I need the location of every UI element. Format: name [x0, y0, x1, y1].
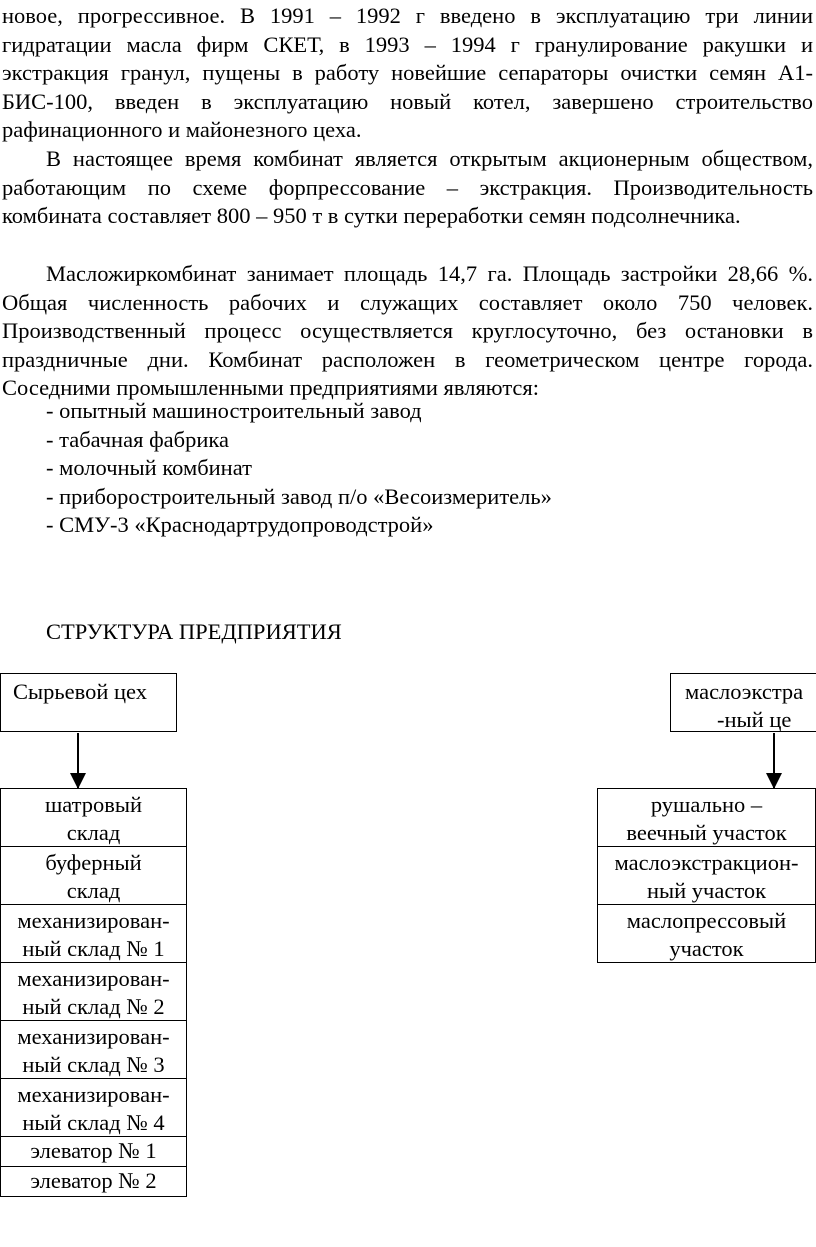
structure-unit-cell	[598, 847, 815, 905]
structure-unit-label: ный участок	[646, 878, 767, 903]
structure-unit-cell	[1, 1137, 186, 1167]
list-item: - табачная фабрика	[46, 426, 229, 452]
oil-extraction-shop-label-line2: -ный це	[717, 707, 792, 732]
structure-unit-label: шатровый	[44, 792, 143, 817]
structure-unit-label: маслопрессовый	[626, 908, 787, 933]
structure-unit-label: механизирован-	[17, 1082, 170, 1107]
structure-unit-cell	[1, 847, 186, 905]
raw-material-shop-box: Сырьевой цех	[0, 673, 177, 732]
structure-unit-label: механизирован-	[17, 966, 170, 991]
paragraph-location: Масложиркомбинат занимает площадь 14,7 га. Площадь застройки 28,66 %. Общая численность рабочих и служащих составляет около 750 человек. Производственный процесс осуществляется круглосуточно, без остановки в праздничные дни. Комбинат расположен в геометрическом центре города. Соседними промышленными предприятиями являются:	[2, 261, 813, 401]
structure-unit-label: участок	[669, 936, 744, 961]
structure-unit-cell	[1, 1079, 186, 1137]
oil-extraction-shop-label-line1: маслоэкстра	[685, 679, 804, 704]
structure-unit-label: склад	[66, 820, 121, 845]
structure-unit-cell	[1, 963, 186, 1021]
structure-unit-cell	[1, 789, 186, 847]
paragraph-current-status: В настоящее время комбинат является открытым акционерным обществом, работающим по схеме форпрессование – экстракция. Производительность комбината составляет 800 – 950 т в сутки переработки семян подсолнечника.	[2, 146, 813, 229]
structure-unit-label: ный склад № 3	[22, 1052, 165, 1077]
paragraph-history: новое, прогрессивное. В 1991 – 1992 г введено в эксплуатацию три линии гидратации масла фирм СКЕТ, в 1993 – 1994 г гранулирование ракушки и экстракция гранул, пущены в работу новейшие сепараторы очистки семян А1-БИС-100, введен в эксплуатацию новый котел, завершено строительство рафинационного и майонезного цеха.	[2, 3, 813, 143]
structure-unit-label: ный склад № 4	[22, 1110, 165, 1135]
structure-unit-label: веечный участок	[626, 820, 787, 845]
structure-unit-cell	[1, 1167, 186, 1197]
structure-unit-cell	[1, 905, 186, 963]
structure-unit-label: рушально –	[650, 792, 763, 817]
structure-unit-cell	[598, 789, 815, 847]
structure-unit-cell	[1, 1021, 186, 1079]
list-item: - СМУ-3 «Краснодартрудопроводстрой»	[46, 512, 434, 538]
structure-unit-label: ный склад № 2	[22, 994, 165, 1019]
oil-extraction-shop-box	[670, 673, 816, 732]
structure-unit-label: склад	[66, 878, 121, 903]
structure-unit-label: механизирован-	[17, 1024, 170, 1049]
structure-unit-label: механизирован-	[17, 908, 170, 933]
down-arrow-icon	[773, 733, 775, 788]
structure-unit-label: ный склад № 1	[22, 936, 165, 961]
list-item: - опытный машиностроительный завод	[46, 398, 422, 423]
structure-title: СТРУКТУРА ПРЕДПРИЯТИЯ	[46, 619, 342, 644]
list-item: - молочный комбинат	[46, 455, 252, 481]
oil-extraction-shop-units	[597, 788, 816, 963]
raw-material-shop-units	[0, 788, 187, 1197]
down-arrow-icon	[77, 733, 79, 788]
neighbor-enterprises-list	[46, 397, 552, 540]
structure-unit-label: буферный	[45, 850, 142, 875]
structure-unit-label: маслоэкстракцион-	[614, 850, 799, 875]
structure-unit-label: элеватор № 2	[30, 1168, 157, 1193]
list-item: - приборостроительный завод п/о «Весоизмеритель»	[46, 483, 552, 509]
structure-unit-cell	[598, 905, 815, 963]
structure-unit-label: элеватор № 1	[30, 1138, 157, 1163]
